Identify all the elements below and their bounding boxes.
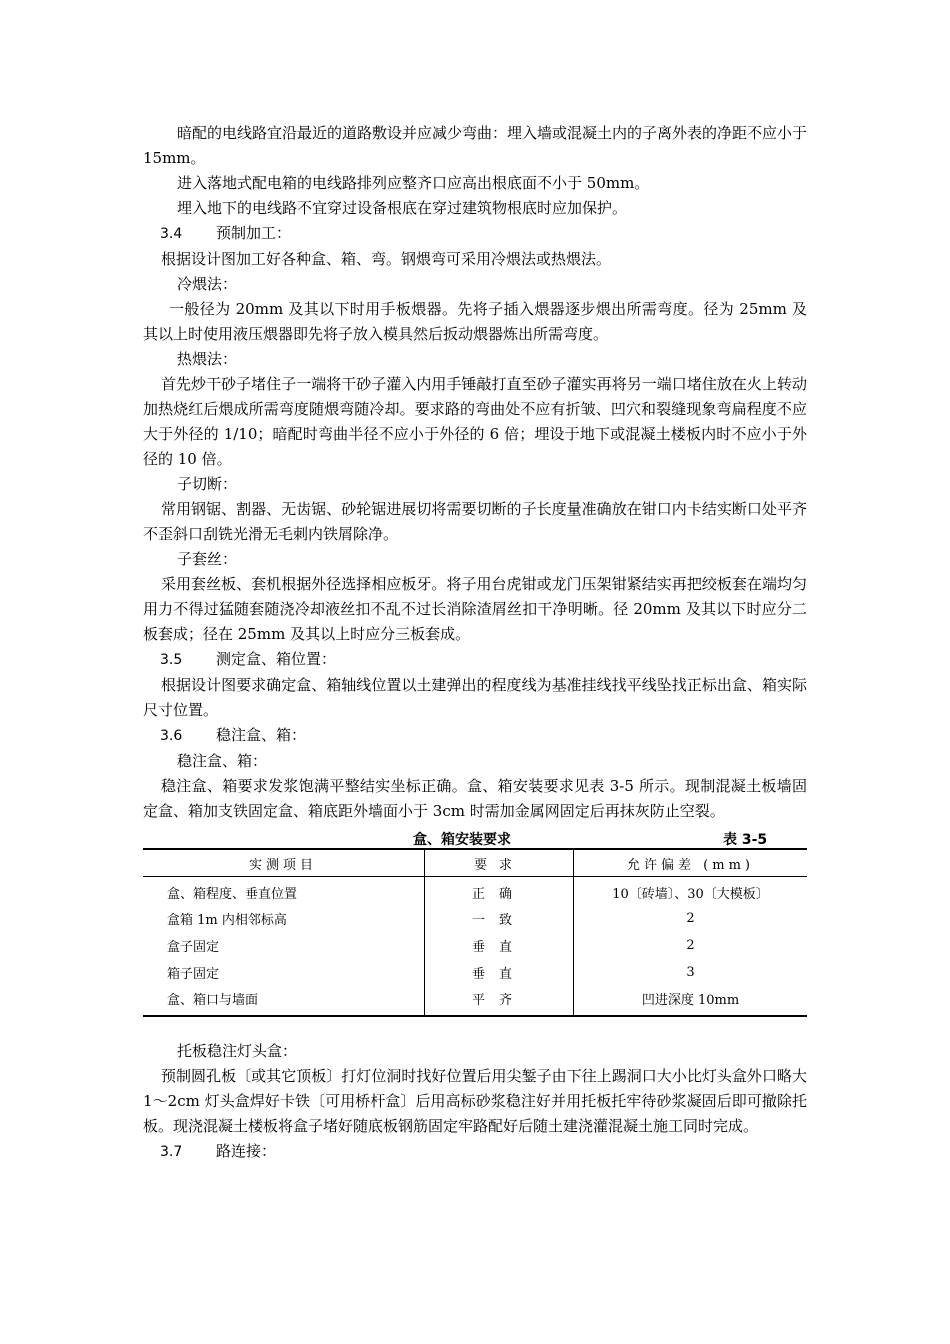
table-row: [143, 985, 807, 1016]
install-requirements-table: [143, 848, 807, 1017]
table-title: 盒、箱安装要求: [413, 832, 511, 848]
section-number: 3.4: [160, 226, 183, 242]
paragraph-cold-bending: 一般径为 20mm 及其以下时用手板煨器。先将子插入煨器逐步煨出所需弯度。径为 25mm 及其以上时使用液压煨器即先将子放入模具然后扳动煨器炼出所需弯度。: [143, 300, 807, 343]
cell-item: 箱子固定: [167, 966, 220, 982]
table-row: [143, 959, 807, 986]
cell-requirement: 垂直: [425, 959, 574, 986]
paragraph-floor-box: 进入落地式配电箱的电线路排列应整齐口应高出根底面不小于 50mm。: [177, 174, 650, 192]
paragraph-threading: 采用套丝板、套机根据外径选择相应板牙。将子用台虎钳或龙门压架钳紧结实再把绞板套在端均匀用力不得过猛随套随浇冷却液丝扣不乱不过长消除渣屑丝扣干净明晰。径 20mm 及其以下时应分二板套成；径在 25mm 及其以上时应分三板套成。: [143, 575, 807, 643]
table-row: [143, 877, 807, 906]
cell-item: 盒、箱口与墙面: [143, 985, 425, 1016]
cell-item: 盒箱 1m 内相邻标高: [167, 913, 287, 929]
section-title: 路连接：: [216, 1141, 277, 1160]
section-title: 稳注盒、箱：: [216, 726, 307, 744]
cell-requirement: 平齐: [425, 985, 574, 1016]
section-heading-3-5: [143, 647, 807, 673]
section-heading-3-4: [143, 221, 807, 247]
cell-tolerance: 2: [574, 906, 808, 933]
section-title: 测定盒、箱位置：: [216, 650, 337, 668]
cell-requirement: 正确: [425, 877, 574, 906]
section-number: 3.6: [160, 728, 183, 744]
table-caption: [143, 826, 807, 848]
subheading-box-install: 稳注盒、箱：: [177, 752, 268, 770]
cell-tolerance: 10〔砖墙〕、30〔大模板〕: [574, 877, 808, 906]
paragraph-concealed-wiring: 暗配的电线路宜沿最近的道路敷设并应减少弯曲：埋入墙或混凝土内的子离外表的净距不应小于 15mm。: [143, 124, 808, 167]
table-row: [143, 906, 807, 933]
header-item: 实测项目: [248, 857, 317, 873]
paragraph-tray-box: 预制圆孔板〔或其它顶板〕打灯位洞时找好位置后用尖錾子由下往上踢洞口大小比灯头盒外口略大 1～2cm 灯头盒焊好卡铁〔可用桥杆盒〕后用高标砂浆稳注好并用托板托牢待砂浆凝固后即可撤除托板。现浇混凝土楼板将盒子堵好随底板钢筋固定牢路配好后随土建浇灌混凝土施工同时完成。: [143, 1066, 807, 1135]
subheading-tray-box: 托板稳注灯头盒：: [177, 1041, 298, 1060]
cell-item: 盒、箱程度、垂直位置: [167, 886, 298, 902]
section-number: 3.7: [160, 1143, 183, 1160]
paragraph-cutting: 常用钢锯、割器、无齿锯、砂轮锯进展切将需要切断的子长度量准确放在钳口内卡结实断口处平齐不歪斜口刮铣光滑无毛刺内铁屑除净。: [143, 500, 807, 543]
section-number: 3.5: [160, 652, 183, 668]
section-title: 预制加工：: [216, 224, 292, 242]
paragraph-underground: 埋入地下的电线路不宜穿过设备根底在穿过建筑物根底时应加保护。: [177, 199, 628, 217]
subheading-cold-bending: 冷煨法：: [177, 275, 238, 293]
cell-item: 盒子固定: [167, 939, 220, 955]
table-row: [143, 932, 807, 959]
cell-tolerance: 凹进深度 10mm: [574, 985, 808, 1016]
cell-requirement: 一致: [425, 906, 574, 933]
cell-requirement: 垂直: [425, 932, 574, 959]
section-heading-3-6: [143, 723, 807, 749]
subheading-threading: 子套丝：: [177, 550, 238, 568]
subheading-cutting: 子切断：: [177, 475, 238, 493]
paragraph-box-install: 稳注盒、箱要求发浆饱满平整结实坐标正确。盒、箱安装要求见表 3-5 所示。现制混凝土板墙固定盒、箱加支铁固定盒、箱底距外墙面小于 3cm 时需加金属网固定后再抹灰防止空裂。: [143, 777, 807, 820]
header-tolerance: 允许偏差 (mm): [574, 849, 808, 877]
document-page: [143, 121, 807, 1165]
cell-tolerance: 2: [574, 932, 808, 959]
subheading-hot-bending: 热煨法：: [177, 350, 238, 368]
section-heading-3-7: [143, 1139, 807, 1165]
after-table-content: [143, 1039, 807, 1165]
header-requirement: 要求: [425, 849, 574, 877]
paragraph-prefab-intro: 根据设计图加工好各种盒、箱、弯。钢煨弯可采用冷煨法或热煨法。: [161, 250, 612, 268]
table-header-row: [143, 849, 807, 877]
table-number: 表 3-5: [723, 832, 768, 848]
paragraph-hot-bending: 首先炒干砂子堵住子一端将干砂子灌入内用手锤敲打直至砂子灌实再将另一端口堵住放在火上转动加热烧红后煨成所需弯度随煨弯随冷却。要求路的弯曲处不应有折皱、凹穴和裂缝现象弯扁程度不应大于外径的 1/10；暗配时弯曲半径不应小于外径的 6 倍；埋设于地下或混凝土楼板内时不应小于外径的 10 倍。: [143, 375, 807, 468]
paragraph-box-position: 根据设计图要求确定盒、箱轴线位置以土建弹出的程度线为基准挂线找平线坠找正标出盒、箱实际尺寸位置。: [143, 676, 807, 719]
cell-tolerance: 3: [574, 959, 808, 986]
